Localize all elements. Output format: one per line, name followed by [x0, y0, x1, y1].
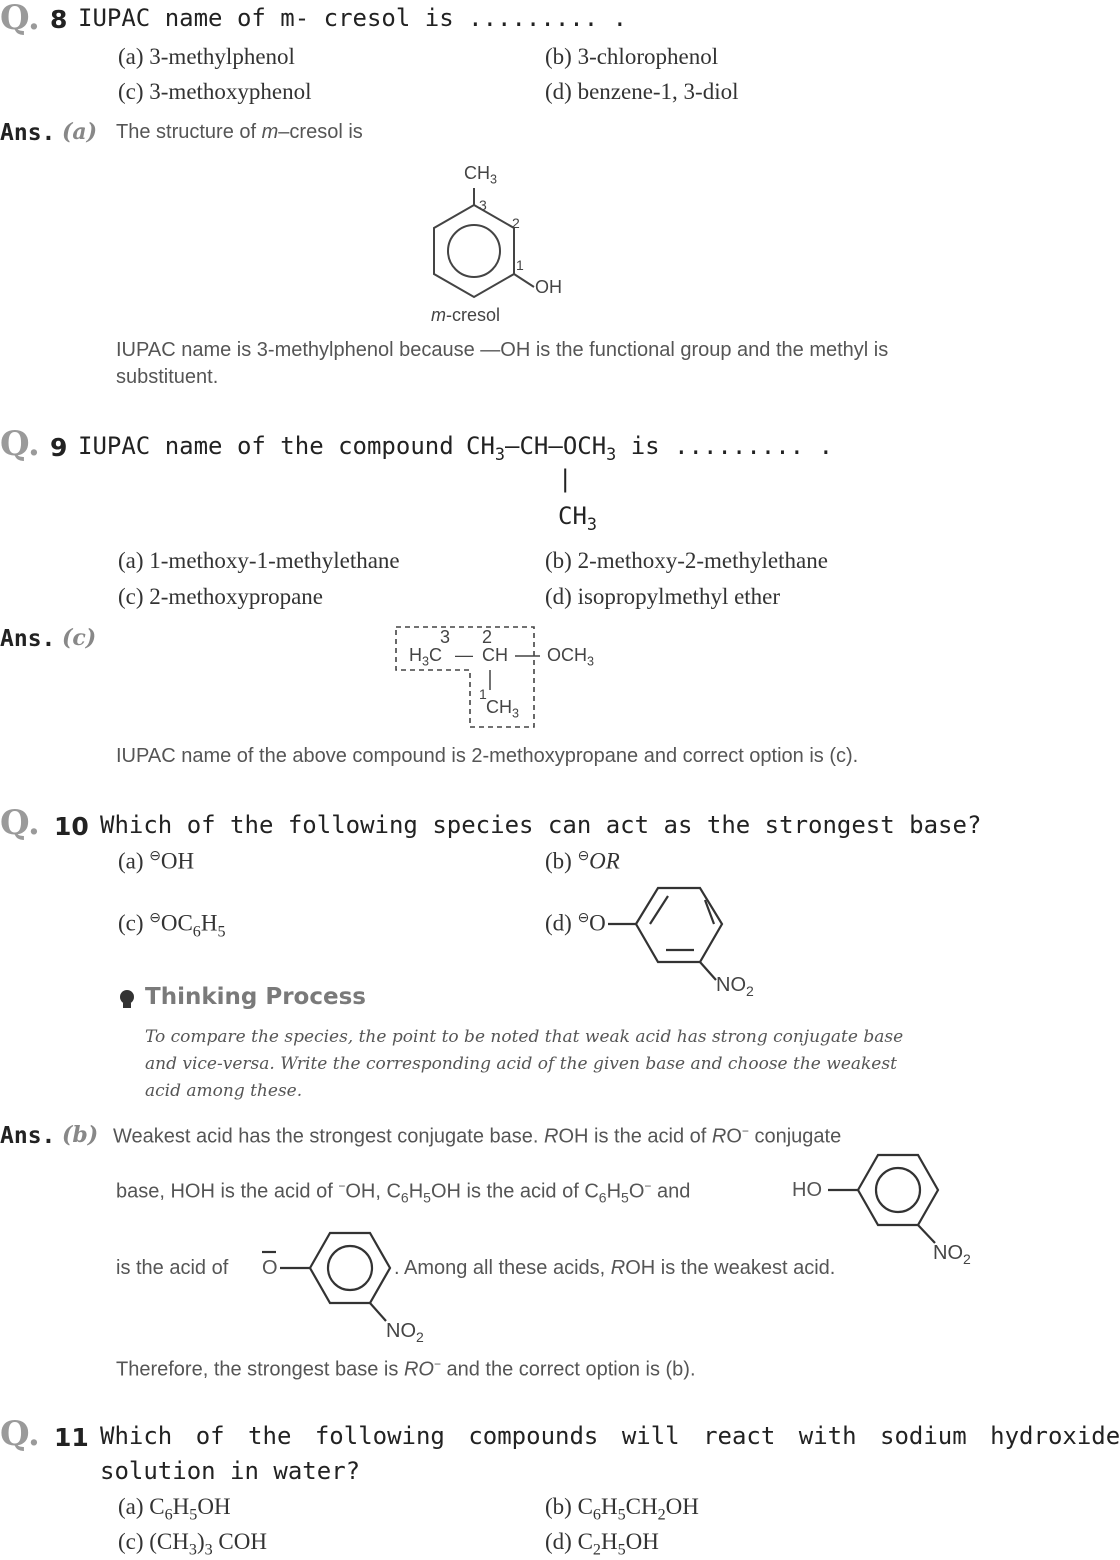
sub-2: 2	[416, 1329, 424, 1345]
charge: −	[741, 1124, 749, 1138]
no2-label	[386, 1320, 424, 1345]
caption-rest: -cresol	[446, 305, 501, 325]
sub: 5	[189, 1506, 198, 1524]
charge: ⊖	[149, 910, 161, 925]
sub: 6	[598, 1189, 607, 1206]
sub-3: 3	[490, 172, 498, 187]
opt-label: (b)	[545, 848, 572, 874]
question-text-line-1: Which of the following compounds will react with sodium hydroxide	[100, 1422, 1120, 1450]
opt-value: OH	[160, 848, 195, 874]
no-text: NO	[933, 1242, 963, 1264]
question-number: 10	[54, 812, 89, 841]
bond-dash: —	[455, 645, 473, 665]
thinking-process-title: Thinking Process	[145, 984, 366, 1010]
q-mark: Q	[0, 1414, 28, 1454]
sub: 5	[621, 1189, 629, 1206]
option-a: (a) 3-methylphenol	[118, 44, 295, 69]
text: OH	[197, 1494, 231, 1519]
branch-ch: CH	[558, 502, 587, 530]
position-2: 2	[512, 215, 520, 231]
formula-sub: 3	[606, 443, 617, 464]
text: base, HOH is the acid of	[116, 1180, 339, 1203]
sub: 5	[617, 1506, 626, 1524]
question-text: IUPAC name of m- cresol is ......... .	[78, 4, 628, 32]
sub: 6	[400, 1189, 409, 1206]
text: OH	[625, 1529, 659, 1554]
h-text: H	[409, 645, 422, 665]
sub: 6	[192, 923, 201, 941]
explanation-line-2: substituent.	[116, 366, 219, 388]
thinking-process-line-2: and vice-versa. Write the corresponding acid of the given base and choose the weakest	[145, 1054, 897, 1074]
text: conjugate	[748, 1125, 842, 1148]
sub: 5	[423, 1189, 431, 1206]
text: H	[600, 1529, 618, 1554]
ch-group: CH	[482, 645, 508, 665]
text: OH	[665, 1494, 699, 1519]
answer-line-4	[116, 1357, 696, 1382]
question-number: 9	[50, 433, 68, 462]
sub: 3	[188, 1541, 197, 1559]
question-text-line-2: solution in water?	[100, 1457, 361, 1485]
option-a	[118, 1494, 231, 1525]
och-text: OCH	[547, 645, 587, 665]
answer-intro-italic: m	[261, 121, 279, 143]
answer-line-3	[394, 1257, 835, 1280]
thinking-process-line-1: To compare the species, the point to be noted that weak acid has strong conjugate base	[145, 1027, 904, 1047]
ho-label: HO	[792, 1179, 822, 1201]
sub: 5	[217, 923, 226, 941]
charge: −	[433, 1357, 441, 1371]
carbon-number-1: 1	[479, 686, 487, 702]
text-italic: R	[711, 1125, 727, 1148]
position-3: 3	[479, 197, 487, 213]
sub: 6	[164, 1506, 173, 1524]
q-dot: .	[27, 0, 40, 38]
option-a: (a) 1-methoxy-1-methylethane	[118, 548, 400, 573]
q11-header	[0, 1414, 40, 1454]
q-dot: .	[27, 803, 40, 843]
thinking-process-line-3: acid among these.	[145, 1081, 303, 1101]
answer-intro-post: –cresol is	[278, 121, 363, 143]
q-dot: .	[27, 1414, 40, 1454]
sub: 6	[592, 1506, 601, 1524]
text: Weakest acid has the strongest conjugate base.	[113, 1125, 545, 1148]
carbon-number-2: 2	[482, 627, 493, 647]
answer-label: Ans.	[0, 626, 56, 652]
text-italic: R	[610, 1257, 626, 1279]
no2-bond	[370, 1303, 386, 1321]
position-1: 1	[516, 257, 524, 273]
explanation: IUPAC name of the above compound is 2-methoxypropane and correct option is (c).	[116, 745, 859, 767]
option-d	[545, 1529, 659, 1560]
answer-letter: (c)	[62, 625, 97, 651]
opt-label: (c)	[118, 910, 144, 936]
text: )	[196, 1529, 205, 1554]
sub-3: 3	[422, 654, 430, 669]
question-text: Which of the following species can act as the strongest base?	[100, 811, 982, 839]
sub: 2	[657, 1506, 666, 1524]
option-b	[545, 1494, 699, 1525]
charge: ⊖	[577, 848, 590, 863]
q-dot: .	[27, 424, 40, 464]
ch-text: CH	[486, 697, 512, 717]
option-b: (b) 2-methoxy-2-methylethane	[545, 548, 828, 573]
option-c: (c) 2-methoxypropane	[118, 584, 324, 609]
formula-chain: —CH—OCH	[505, 432, 607, 460]
text: (a) C	[118, 1494, 165, 1519]
opt-h: H	[200, 910, 218, 936]
text: (c) (CH	[118, 1529, 189, 1554]
option-c: (c) 3-methoxyphenol	[118, 79, 312, 104]
q-mark: Q	[0, 0, 28, 38]
no-text: NO	[716, 974, 746, 996]
explanation-line-1: IUPAC name is 3-methylphenol because —OH is the functional group and the methyl is	[116, 339, 889, 361]
answer-label: Ans.	[0, 120, 56, 146]
text: COH	[212, 1529, 267, 1554]
branch-sub: 3	[586, 513, 598, 534]
sub: 3	[204, 1541, 213, 1559]
q-mark: Q	[0, 803, 28, 843]
opt-oc: OC	[160, 910, 193, 936]
answer-intro-pre: The structure of	[116, 121, 262, 143]
text: H	[606, 1180, 622, 1203]
option-d: (d) benzene-1, 3-diol	[545, 79, 739, 104]
text: H	[172, 1494, 190, 1519]
sub-2: 2	[963, 1251, 971, 1267]
sub: 5	[617, 1541, 626, 1559]
sub-3: 3	[587, 654, 595, 669]
text-italic: RO	[403, 1358, 434, 1381]
option-c	[118, 1529, 267, 1560]
charge: ⊖	[577, 910, 590, 925]
oh-label: OH	[535, 277, 562, 297]
text: OH, C	[345, 1180, 401, 1203]
q-mark: Q	[0, 424, 28, 464]
sub-2: 2	[746, 983, 754, 999]
question-number: 11	[54, 1423, 89, 1452]
text: OH is the weakest acid.	[625, 1257, 836, 1279]
formula-is: is ......... .	[630, 432, 834, 460]
answer-line-3-pre: is the acid of	[116, 1257, 229, 1279]
option-d: (d) isopropylmethyl ether	[545, 584, 781, 609]
charge: −	[338, 1179, 346, 1193]
question-number: 8	[50, 5, 68, 34]
charge: −	[644, 1179, 652, 1193]
ch-text: CH	[464, 163, 490, 183]
ring-circle	[328, 1246, 372, 1290]
formula-branch-bar: |	[558, 465, 573, 493]
option-b: (b) 3-chlorophenol	[545, 44, 719, 69]
charge: ⊖	[149, 848, 161, 863]
opt-label: (d)	[545, 910, 572, 936]
question-text: IUPAC name of the compound	[78, 432, 454, 460]
text: CH	[625, 1494, 658, 1519]
ring-hexagon	[310, 1233, 390, 1303]
text: O	[628, 1180, 645, 1203]
text: and the correct option is (b).	[440, 1358, 696, 1381]
text-italic: R	[544, 1125, 559, 1148]
answer-letter: (a)	[62, 119, 98, 145]
c-text: C	[429, 645, 443, 665]
opt-o: O	[589, 910, 606, 936]
text: and	[651, 1180, 691, 1203]
formula-ch: CH	[466, 432, 495, 460]
sub-3: 3	[512, 706, 520, 721]
no-text: NO	[386, 1320, 416, 1342]
text: OH is the acid of	[558, 1125, 712, 1148]
text: OH is the acid of C	[430, 1180, 599, 1203]
opt-value: OR	[589, 848, 620, 874]
formula-sub: 3	[494, 443, 506, 464]
caption-italic: m	[431, 305, 446, 325]
o-minus-label: O	[262, 1257, 278, 1279]
sub: 2	[592, 1541, 601, 1559]
text: (d) C	[545, 1529, 593, 1554]
opt-label: (a)	[118, 848, 144, 874]
text: O	[726, 1125, 742, 1148]
text: H	[600, 1494, 618, 1519]
text: (b) C	[545, 1494, 593, 1519]
text: Therefore, the strongest base is	[116, 1358, 404, 1381]
answer-label: Ans.	[0, 1123, 56, 1149]
carbon-number-3: 3	[440, 627, 451, 647]
text: H	[408, 1180, 424, 1203]
text: . Among all these acids,	[394, 1257, 611, 1279]
answer-letter: (b)	[62, 1122, 99, 1148]
